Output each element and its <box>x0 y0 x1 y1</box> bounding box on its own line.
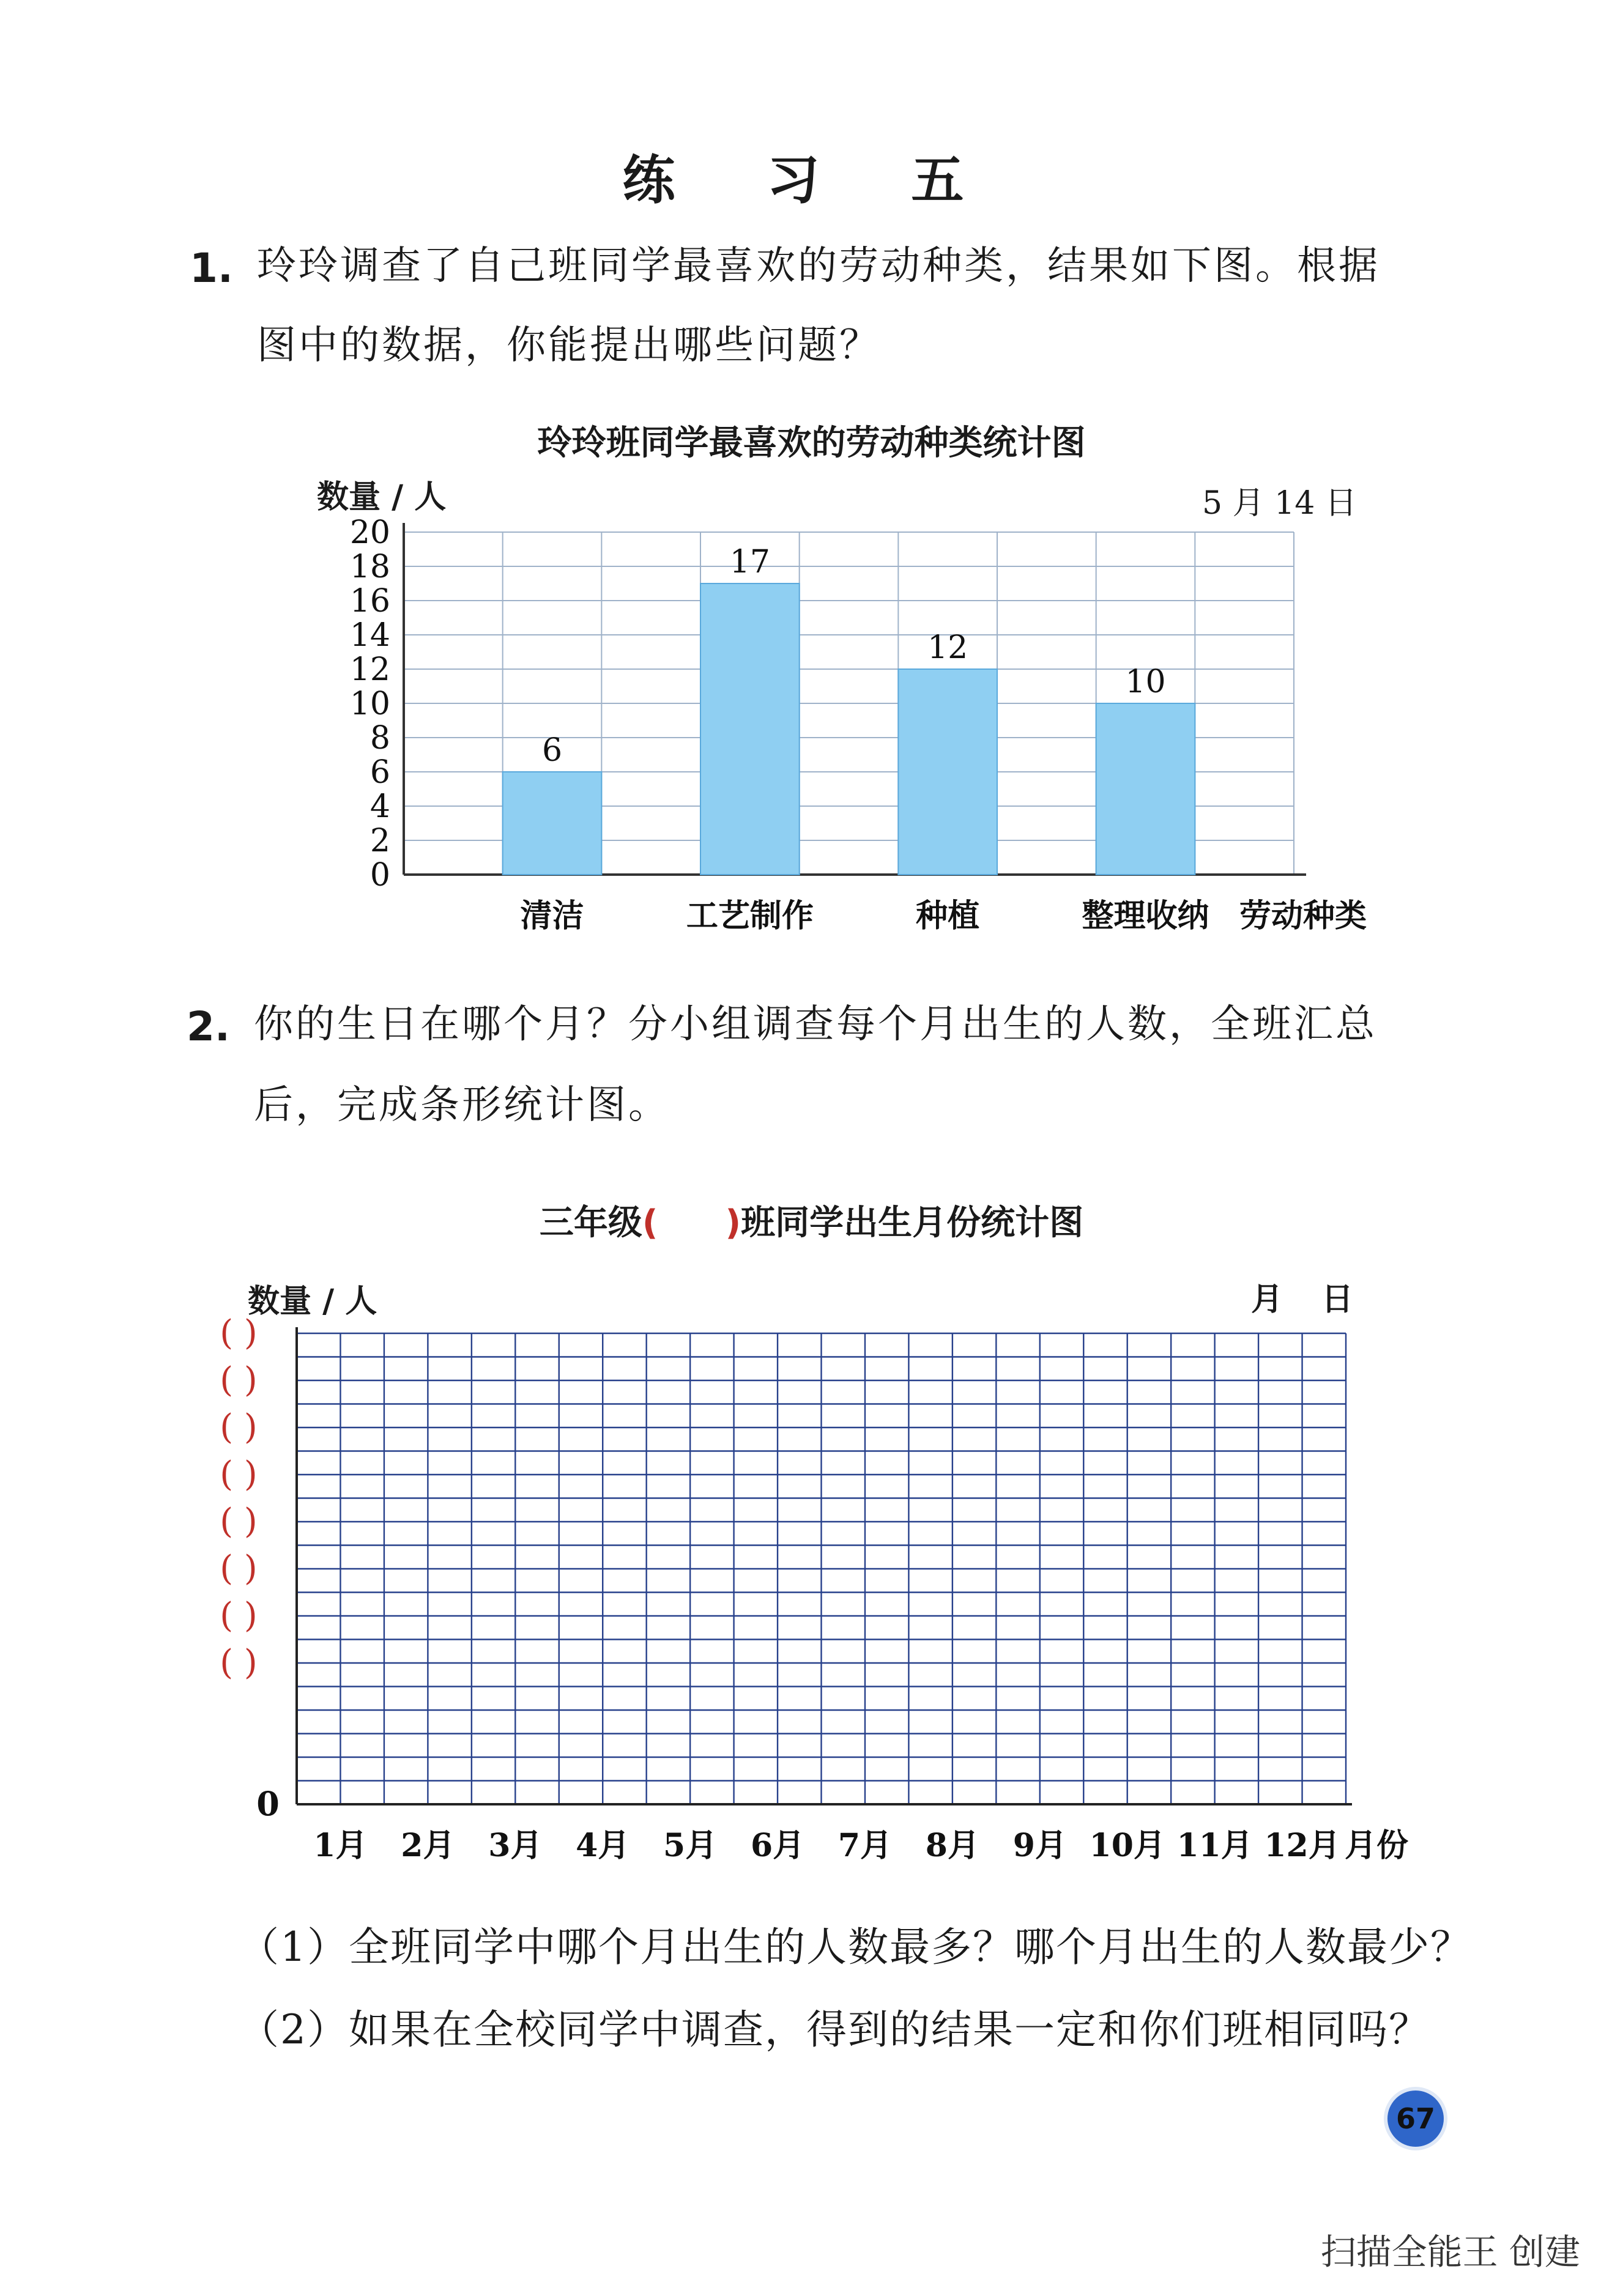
chart-2-month-label: 10月 <box>1089 1827 1165 1864</box>
chart-1-y-tick-label: 10 <box>349 686 390 722</box>
sub-question-1: （1）全班同学中哪个月出生的人数最多？哪个月出生的人数最少？ <box>239 1924 1472 1971</box>
chart-2-month-label: 5月 <box>663 1827 718 1864</box>
chart-1-bar <box>1096 703 1195 875</box>
chart-2-title-paren-close: ) <box>725 1203 741 1243</box>
chart-1-y-tick-label: 6 <box>370 754 390 791</box>
chart-2-month-label: 4月 <box>576 1827 630 1864</box>
chart-2-y-blank-tick: ( ) <box>220 1407 258 1447</box>
question-2-number: 2. <box>187 1003 230 1050</box>
chart-2-month-label: 1月 <box>313 1827 368 1864</box>
page-title: 练 习 五 <box>622 150 1001 211</box>
chart-1-data-label: 10 <box>1125 664 1166 700</box>
chart-1-category-label: 整理收纳 <box>1082 897 1209 935</box>
sub-question-2: （2）如果在全校同学中调查，得到的结果一定和你们班相同吗？ <box>239 2006 1430 2053</box>
chart-2-xlabel: 月份 <box>1344 1827 1409 1864</box>
chart-2-month-label: 12月 <box>1264 1827 1340 1864</box>
chart-2-month-label: 2月 <box>401 1827 455 1864</box>
chart-2-y-blank-tick: ( ) <box>220 1549 258 1588</box>
chart-2-y-blank-tick: ( ) <box>220 1643 258 1683</box>
chart-1-date: 5 月 14 日 <box>1202 485 1357 522</box>
chart-1-y-tick-label: 16 <box>349 583 390 620</box>
chart-1-y-tick-label: 4 <box>370 788 390 825</box>
chart-1-data-label: 12 <box>927 629 968 666</box>
chart-2-date-day: 日 <box>1321 1281 1354 1318</box>
chart-2-y-blank-tick: ( ) <box>220 1360 258 1400</box>
chart-1-title: 玲玲班同学最喜欢的劳动种类统计图 <box>537 423 1086 463</box>
chart-1-category-label: 清洁 <box>520 897 584 935</box>
chart-1-category-label: 种植 <box>916 897 980 935</box>
chart-1-y-tick-label: 8 <box>370 720 390 757</box>
question-1-number: 1. <box>190 245 233 292</box>
chart-2-title-suffix: 班同学出生月份统计图 <box>741 1203 1084 1243</box>
chart-2-month-label: 9月 <box>1012 1827 1067 1864</box>
chart-2-svg <box>0 1284 1623 1865</box>
chart-2-title-paren-open: ( <box>642 1203 658 1243</box>
chart-2-month-label: 3月 <box>488 1827 543 1864</box>
chart-1-ylabel: 数量 / 人 <box>317 478 447 516</box>
page-number-badge: 67 <box>1387 2090 1444 2147</box>
chart-1-y-tick-label: 18 <box>349 549 390 585</box>
chart-1-y-tick-label: 14 <box>349 617 390 654</box>
chart-2-month-label: 6月 <box>750 1827 805 1864</box>
chart-1-xlabel: 劳动种类 <box>1239 897 1367 935</box>
chart-2-date-month: 月 <box>1251 1281 1283 1318</box>
chart-2-month-label: 11月 <box>1176 1827 1253 1864</box>
chart-2-ylabel: 数量 / 人 <box>248 1283 377 1320</box>
chart-1-data-label: 6 <box>541 732 563 769</box>
chart-2-zero-label: 0 <box>256 1784 280 1823</box>
chart-2-title-prefix: 三年级 <box>539 1203 642 1243</box>
chart-1-y-tick-label: 12 <box>349 651 390 688</box>
chart-1-data-label: 17 <box>729 544 770 580</box>
question-1-line-2: 图中的数据，你能提出哪些问题？ <box>257 323 881 368</box>
chart-2-month-label: 7月 <box>837 1827 893 1864</box>
scanner-watermark: 扫描全能王 创建 <box>1320 2231 1580 2273</box>
chart-2-title <box>0 1196 1623 1245</box>
question-2-line-1: 你的生日在哪个月？分小组调查每个月出生的人数，全班汇总 <box>254 1002 1377 1047</box>
question-2-line-2: 后，完成条形统计图。 <box>254 1083 670 1128</box>
chart-2-y-blank-tick: ( ) <box>220 1502 258 1541</box>
chart-1-bar <box>700 583 800 875</box>
chart-2-y-blank-tick: ( ) <box>220 1596 258 1635</box>
chart-1-svg <box>0 0 1623 979</box>
chart-1-y-tick-label: 20 <box>349 514 390 551</box>
chart-2-y-blank-tick: ( ) <box>220 1454 258 1494</box>
chart-2-y-blank-tick: ( ) <box>220 1313 258 1353</box>
question-1-line-1: 玲玲调查了自己班同学最喜欢的劳动种类，结果如下图。根据 <box>257 243 1380 289</box>
chart-1-y-tick-label: 0 <box>370 857 390 894</box>
chart-2-month-label: 8月 <box>925 1827 979 1864</box>
chart-1-bar <box>503 772 602 875</box>
chart-1-y-tick-label: 2 <box>370 823 390 859</box>
chart-1-bar <box>898 669 997 875</box>
chart-1-category-label: 工艺制作 <box>686 897 814 935</box>
